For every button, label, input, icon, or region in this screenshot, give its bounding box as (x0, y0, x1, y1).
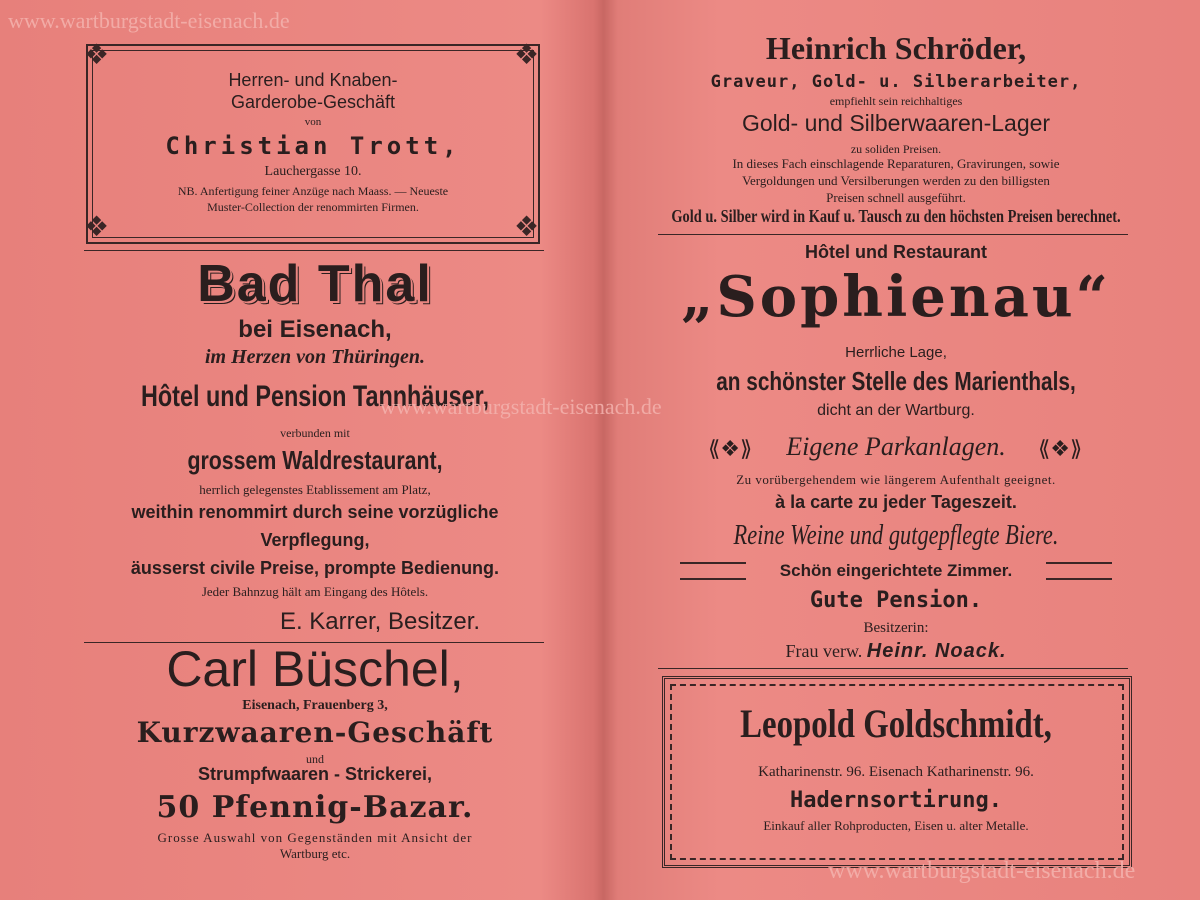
badthal-sub2: im Herzen von Thüringen. (204, 346, 426, 368)
corner-ornament-icon: ❖ (514, 40, 540, 71)
corner-ornament-icon: ❖ (84, 212, 110, 243)
schroeder-lager: Gold- und Silberwaaren-Lager (741, 110, 1051, 136)
bueschel-auswahl2: Wartburg etc. (279, 846, 351, 861)
corner-ornament-icon: ❖ (514, 212, 540, 243)
divider (658, 668, 1128, 669)
watermark-center: www.wartburgstadt-eisenach.de (380, 394, 662, 419)
watermark-top-left: www.wartburgstadt-eisenach.de (8, 8, 290, 33)
goldschmidt-address: Katharinenstr. 96. Eisenach Katharinenstr. 96. (758, 764, 1034, 780)
sophienau-aufenthalt: Zu vorübergehendem wie längerem Aufenthalt geeignet. (736, 472, 1056, 487)
sophienau-owner-line (636, 640, 1156, 663)
sophienau-park: Eigene Parkanlagen. (786, 432, 1006, 461)
sophienau-weine: Reine Weine und gutgepflegte Biere. (733, 520, 1059, 551)
badthal-verbunden: verbunden mit (280, 426, 350, 440)
badthal-sub1: bei Eisenach, (238, 316, 392, 343)
trott-address: Lauchergasse 10. (264, 164, 362, 179)
goldschmidt-haderns: Hadernsortirung. (790, 788, 1002, 813)
bueschel-und: und (306, 752, 324, 766)
trott-line2: Garderobe-Geschäft (230, 92, 396, 112)
bueschel-kurz: Kurzwaaren-Geschäft (136, 716, 494, 749)
sophienau-head: Hôtel und Restaurant (804, 242, 987, 262)
sophienau-title: „Sophienau“ (681, 264, 1111, 330)
bueschel-address: Eisenach, Frauenberg 3, (242, 698, 388, 713)
trott-line1: Herren- und Knaben- (228, 70, 398, 90)
badthal-bahnzug: Jeder Bahnzug hält am Eingang des Hôtels. (201, 584, 429, 599)
schroeder-empfiehlt: empfiehlt sein reichhaltiges (829, 94, 963, 108)
badthal-weithin: weithin renommirt durch seine vorzügliche (131, 502, 499, 522)
sophienau-lage: Herrliche Lage, (845, 344, 947, 361)
badthal-herrlich: herrlich gelegenstes Etablissement am Platz, (199, 482, 431, 497)
bueschel-strumpf: Strumpfwaaren - Strickerei, (197, 764, 433, 784)
goldschmidt-name: Leopold Goldschmidt, (740, 701, 1052, 746)
double-rule-right (1046, 562, 1112, 580)
goldschmidt-einkauf: Einkauf aller Rohproducten, Eisen u. alter Metalle. (763, 818, 1029, 833)
badthal-preise: äusserst civile Preise, prompte Bedienung. (130, 558, 500, 578)
watermark-bottom-right: www.wartburgstadt-eisenach.de (828, 858, 1136, 884)
trott-note2: Muster-Collection der renommirten Firmen. (207, 200, 419, 214)
right-page (606, 0, 1200, 900)
schroeder-rep3: Preisen schnell ausgeführt. (826, 190, 966, 205)
trott-name: Christian Trott, (165, 132, 461, 160)
badthal-verpflegung: Verpflegung, (260, 530, 370, 550)
bueschel-bazar: 50 Pfennig-Bazar. (156, 790, 474, 825)
divider (84, 250, 544, 251)
badthal-title: Bad Thal (197, 255, 433, 313)
schroeder-rep2: Vergoldungen und Versilberungen werden zu den billigsten (742, 173, 1050, 188)
badthal-owner: E. Karrer, Besitzer. (279, 608, 481, 635)
bueschel-auswahl1: Grosse Auswahl von Gegenständen mit Ansicht der (157, 830, 473, 845)
badthal-hotel: Hôtel und Pension Tannhäuser, (140, 380, 490, 413)
schroeder-trade: Graveur, Gold- u. Silberarbeiter, (710, 72, 1082, 92)
sophienau-dicht: dicht an der Wartburg. (817, 402, 975, 419)
schroeder-kauf: Gold u. Silber wird in Kauf u. Tausch zu den höchsten Preisen berechnet. (671, 206, 1121, 226)
schroeder-name: Heinrich Schröder, (765, 30, 1027, 66)
sophienau-besitzerin: Besitzerin: (863, 620, 929, 636)
bueschel-name: Carl Büschel, (166, 641, 464, 697)
sophienau-frau: Frau verw. (785, 641, 863, 661)
sophienau-zimmer: Schön eingerichtete Zimmer. (779, 561, 1013, 580)
corner-ornament-icon: ❖ (84, 40, 110, 71)
schroeder-preisen: zu soliden Preisen. (850, 142, 942, 156)
sophienau-carte: à la carte zu jeder Tageszeit. (775, 492, 1017, 512)
schroeder-rep1: In dieses Fach einschlagende Reparaturen, Gravirungen, sowie (732, 156, 1060, 171)
divider (658, 234, 1128, 235)
sophienau-pension: Gute Pension. (809, 588, 983, 613)
ornament-icon: ⟪❖⟫ (708, 436, 753, 461)
badthal-wald: grossem Waldrestaurant, (187, 445, 443, 475)
trott-von: von (304, 116, 322, 128)
trott-note1: NB. Anfertigung feiner Anzüge nach Maass. — Neueste (177, 184, 449, 198)
sophienau-stelle: an schönster Stelle des Marienthals, (716, 366, 1076, 396)
sophienau-noack: Heinr. Noack. (866, 640, 1007, 662)
ornament-icon: ⟪❖⟫ (1038, 436, 1083, 461)
